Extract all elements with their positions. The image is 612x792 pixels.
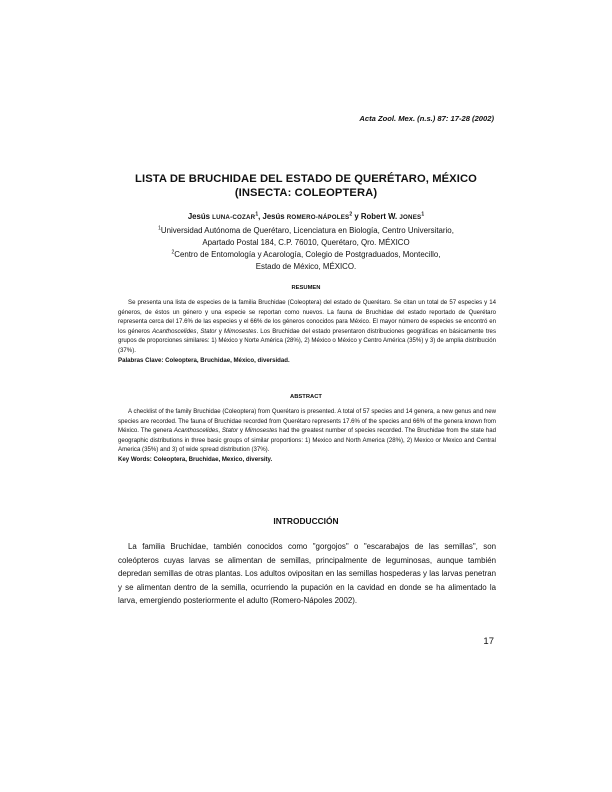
article-title [100, 172, 512, 200]
author-1-affil-mark: 1 [255, 211, 259, 218]
affiliation-1-line-1: Universidad Autónoma de Querétaro, Licenciatura en Biología, Centro Universitario, [160, 226, 454, 235]
resumen-genus-2: Stator [200, 327, 217, 335]
author-3-first: Robert W. [360, 212, 400, 221]
affiliation-2 [100, 249, 512, 261]
resumen-genus-3: Mimosestes [223, 327, 257, 335]
resumen-body [118, 298, 496, 365]
affiliation-2-line-1: Centro de Entomología y Acarología, Colegio de Postgraduados, Montecillo, [174, 249, 441, 259]
affiliation-1-line-2: Apartado Postal 184, C.P. 76010, Querétaro, Qro. MÉXICO [202, 237, 410, 247]
author-2-last: ROMERO-NÁPOLES [286, 214, 350, 221]
abstract-genus-2: Stator [221, 427, 239, 435]
abstract-heading: ABSTRACT [290, 394, 322, 400]
abstract-text-1: A checklist of the family Bruchidae (Coleoptera) from Querétaro is presented. A total of 57 species and 14 genera, a new genus and new species are recorded. The fauna of Bruchidae recorded from Querétaro represents 17.6% of the species and 66% of the genera known from México. The genera [118, 408, 496, 435]
resumen-heading: RESUMEN [291, 285, 321, 291]
title-line-1: LISTA DE BRUCHIDAE DEL ESTADO DE QUERÉTARO, MÉXICO [135, 173, 477, 185]
abstract-sep: y [238, 427, 245, 435]
author-3-last: JONES [399, 214, 422, 221]
page-number: 17 [483, 636, 494, 647]
abstract-sep: , [218, 427, 222, 435]
abstract-keywords: Key Words: Coleoptera, Bruchidae, Mexico, diversity. [118, 455, 273, 463]
resumen-text-1: Se presenta una lista de especies de la familia Bruchidae (Coleoptera) del estado de Querétaro. Se citan un total de 57 especies y 14 géneros, de éstos un género y una especie se reportan como nuevos. La fauna de Bruchidae del estado reportado de Querétaro representa cerca del 17.6% de las especies y el 66% de los géneros conocidos para México. El mayor número de especies se encontró en los géneros [118, 299, 496, 335]
author-separator: , [258, 212, 263, 221]
title-line-2: (INSECTA: COLEOPTERA) [234, 187, 378, 199]
introduction-paragraph: La familia Bruchidae, también conocidos como "gorgojos" o "escarabajos de las semillas", son coleópteros cuyas larvas se alimentan de semillas, principalmente de leguminosas, aunque también depredan semillas de otras plantas. Los adultos ovipositan en las semillas hospederas y las larvas penetran y se alimentan dentro de la semilla, ocurriendo la pupación en la cavidad en donde se ha alimentado la larva, emergiendo posteriormente el adulto (Romero-Nápoles 2002). [118, 542, 496, 606]
affiliations [100, 225, 512, 273]
resumen-text-2: . Los Bruchidae del estado presentaron distribuciones geográficas en básicamente tres grupos de proporciones similares: 1) México y Norte América (28%), 2) México o México y Centro América (35%) y 3) de amplia distribución (37%). [118, 327, 496, 354]
resumen-genus-1: Acanthoscelides [152, 327, 197, 335]
author-separator: y [352, 212, 361, 221]
author-1-first: Jesús [187, 212, 213, 221]
affiliation-1 [100, 225, 512, 237]
affiliation-2-line-2: Estado de México, MÉXICO. [255, 261, 357, 271]
abstract-body [118, 407, 496, 465]
journal-reference: Acta Zool. Mex. (n.s.) 87: 17-28 (2002) [359, 114, 494, 123]
author-2-first: Jesús [262, 212, 287, 221]
abstract-text-2: had the greatest number of species recorded. The Bruchidae from the state had geographic distributions in three basic groups of similar proportions: 1) Mexico and North America (28%), 2) Mexico or Mexico and Central America (35%) and 3) of wide spread distribution (37%). [118, 427, 496, 454]
resumen-keywords: Palabras Clave: Coleoptera, Bruchidae, México, diversidad. [118, 356, 290, 364]
abstract-genus-3: Mimosestes [244, 427, 278, 435]
resumen-sep: y [216, 327, 224, 335]
author-3-affil-mark: 1 [421, 211, 425, 218]
abstract-genus-1: Acanthoscelides [173, 427, 219, 435]
affiliation-2-mark: 2 [171, 249, 175, 256]
author-list [100, 212, 512, 221]
author-1-last: LUNA-COZAR [212, 214, 256, 221]
abstract-paragraph [118, 407, 496, 455]
resumen-sep: , [196, 327, 201, 335]
affiliation-1-mark: 1 [158, 225, 161, 232]
author-2-affil-mark: 2 [349, 211, 353, 218]
resumen-paragraph [118, 298, 496, 356]
introduction-heading: INTRODUCCIÓN [273, 516, 339, 526]
